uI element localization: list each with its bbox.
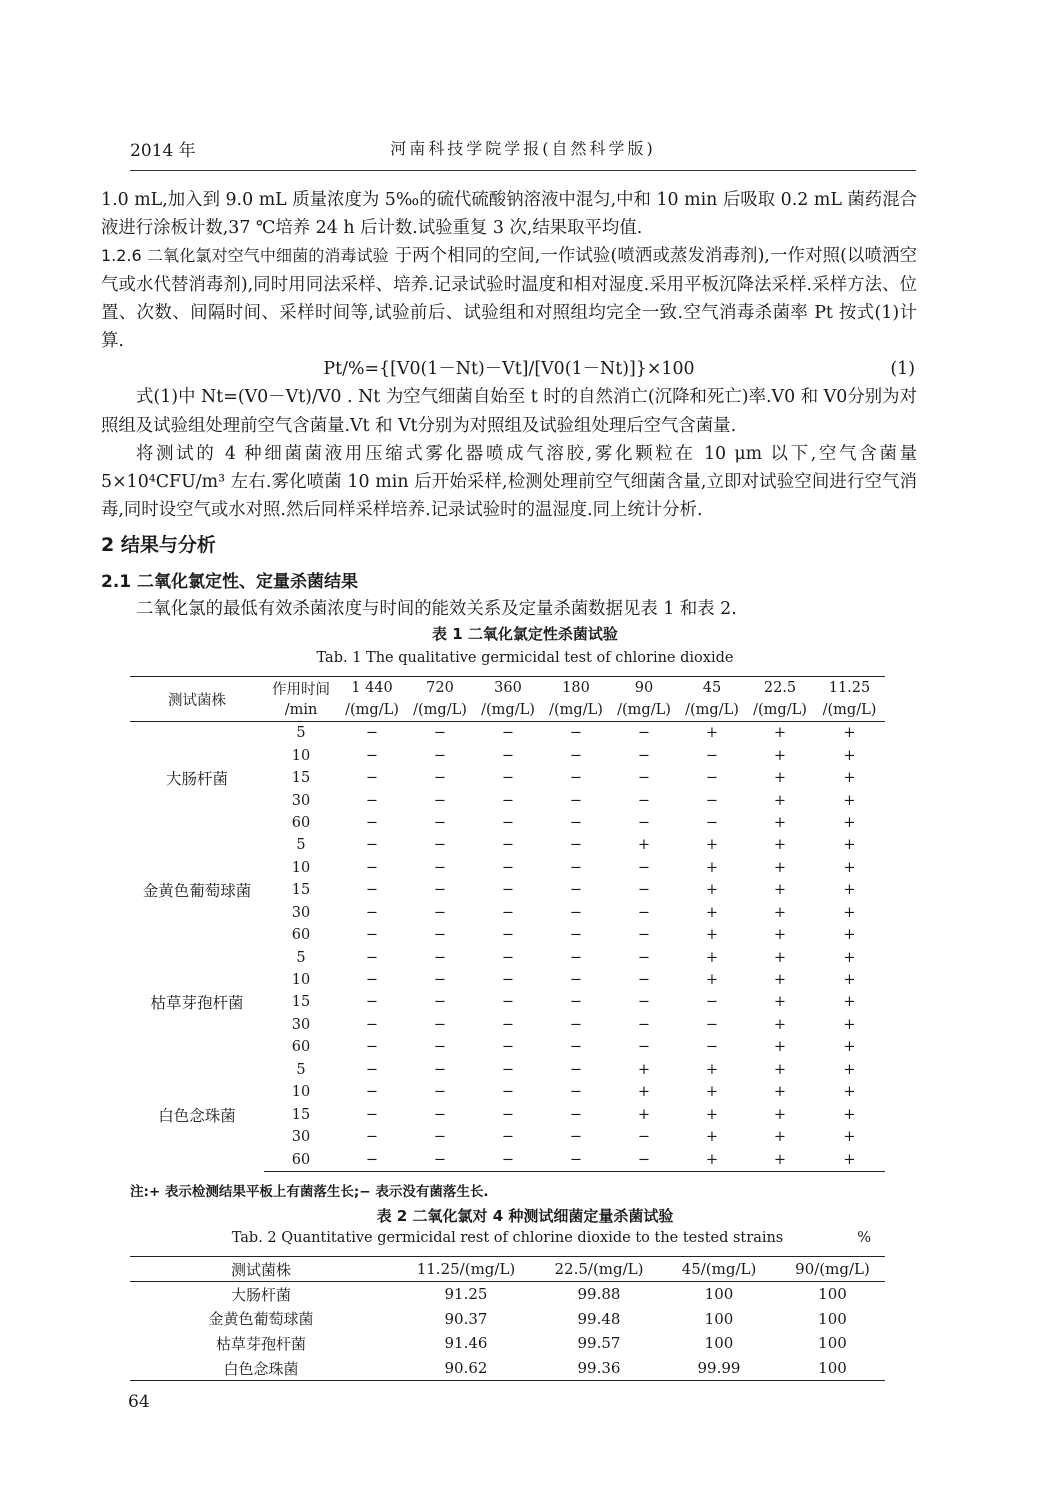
result-cell: − — [705, 1039, 719, 1056]
result-cell: + — [773, 859, 787, 876]
result-cell: + — [678, 1148, 746, 1171]
result-cell: − — [433, 882, 447, 899]
time-cell: 10 — [291, 859, 311, 876]
result-cell: − — [501, 904, 515, 921]
result-cell: + — [637, 1106, 651, 1123]
time-cell: 30 — [291, 904, 311, 921]
result-cell: − — [705, 1016, 719, 1033]
table-2-body — [130, 1282, 885, 1381]
strain-name-cell: 大肠杆菌 — [165, 770, 228, 789]
table-2-header-cell: 测试菌株 — [130, 1257, 392, 1282]
result-cell: − — [501, 1129, 515, 1146]
table-row — [130, 1331, 885, 1356]
result-cell: − — [569, 927, 583, 944]
result-cell: + — [773, 882, 787, 899]
rate-cell: 100 — [780, 1356, 885, 1381]
paragraph-2-text: 于两个相同的空间,一作试验(喷洒或蒸发消毒剂),一作对照(以喷洒空气或水代替消毒剂),同时用同法采样、培养.记录试验时温度和相对湿度.采用平板沉降法采样.采样方法、位置、次数、间隔时间、采样时间等,试验前后、试验组和对照组均完全一致.空气消毒杀菌率 Pt 按式(1)计算. — [101, 246, 917, 352]
rate-cell: 90.37 — [444, 1309, 488, 1328]
result-cell: − — [610, 1148, 678, 1171]
result-cell: + — [843, 904, 856, 921]
result-cell: + — [843, 792, 856, 809]
rate-cell: 91.25 — [444, 1285, 488, 1304]
result-cell: − — [569, 747, 583, 764]
table-1-caption-en: Tab. 1 The qualitative germicidal test of chlorine dioxide — [316, 650, 734, 666]
result-cell: − — [637, 994, 651, 1011]
result-cell: + — [773, 837, 787, 854]
paragraph-2 — [101, 242, 917, 355]
time-cell: 5 — [296, 949, 306, 966]
formula-text: Pt/%={[V0(1－Nt)－Vt]/[V0(1－Nt)]}×100 — [323, 359, 695, 380]
result-cell: − — [501, 1016, 515, 1033]
paragraph-4: 将测试的 4 种细菌菌液用压缩式雾化器喷成气溶胶,雾化颗粒在 10 μm 以下,空气含菌量 5×10⁴CFU/m³ 左右.雾化喷菌 10 min 后开始采样,检测处理前空气细菌含量,立即对试验空间进行空气消毒,同时设空气或水对照.然后同样采样培养.记录试验时的温湿度.同上统计分析. — [101, 443, 917, 521]
table-1-time-unit: /min — [284, 702, 318, 718]
result-cell: − — [569, 792, 583, 809]
result-cell: + — [773, 725, 787, 742]
result-cell: − — [705, 770, 719, 787]
result-cell: + — [637, 1084, 651, 1101]
result-cell: − — [637, 814, 651, 831]
result-cell: − — [365, 882, 379, 899]
time-cell: 60 — [291, 927, 311, 944]
subsection-1-2-6-heading: 1.2.6 二氧化氯对空气中细菌的消毒试验 — [101, 246, 389, 266]
result-cell: + — [773, 904, 787, 921]
result-cell: − — [637, 725, 651, 742]
result-cell: − — [501, 859, 515, 876]
result-cell: + — [843, 1084, 856, 1101]
rate-cell: 100 — [818, 1285, 847, 1304]
section-2-title: 2 结果与分析 — [101, 534, 216, 556]
result-cell: − — [433, 1016, 447, 1033]
result-cell: + — [843, 1106, 856, 1123]
table-2-caption-en: Tab. 2 Quantitative germicidal rest of chlorine dioxide to the tested strains — [231, 1230, 784, 1246]
result-cell: + — [637, 1061, 651, 1078]
rate-cell: 100 — [818, 1309, 847, 1328]
rate-cell: 100 — [704, 1285, 734, 1304]
section-2-1-intro: 二氧化氯的最低有效杀菌浓度与时间的能效关系及定量杀菌数据见表 1 和表 2. — [136, 599, 737, 619]
result-cell: − — [501, 725, 515, 742]
rate-cell: 91.46 — [444, 1334, 488, 1353]
table-2-caption-cn: 表 2 二氧化氯对 4 种测试细菌定量杀菌试验 — [376, 1207, 674, 1225]
result-cell: − — [501, 1039, 515, 1056]
result-cell: − — [365, 972, 379, 989]
header-journal: 河南科技学院学报(自然科学版) — [390, 139, 656, 158]
result-cell: + — [843, 747, 856, 764]
time-cell: 5 — [296, 725, 306, 742]
body-text — [101, 186, 917, 524]
conc-unit: /(mg/L) — [413, 702, 467, 718]
result-cell: − — [365, 927, 379, 944]
time-cell: 15 — [291, 770, 311, 787]
result-cell: − — [637, 1039, 651, 1056]
result-cell: − — [705, 814, 719, 831]
result-cell: + — [843, 949, 856, 966]
result-cell: + — [705, 1129, 719, 1146]
conc-unit: /(mg/L) — [345, 702, 399, 718]
result-cell: + — [843, 1061, 856, 1078]
rate-cell: 90.62 — [392, 1356, 540, 1381]
result-cell: + — [843, 927, 856, 944]
result-cell: − — [365, 1061, 379, 1078]
result-cell: − — [365, 747, 379, 764]
time-cell: 15 — [291, 882, 311, 899]
result-cell: − — [433, 927, 447, 944]
conc-header: 11.25 — [828, 680, 871, 696]
rate-cell: 99.48 — [577, 1309, 621, 1328]
header-year: 2014 年 — [130, 141, 196, 161]
result-cell: − — [705, 747, 719, 764]
table-1 — [130, 676, 885, 1172]
formula-number: (1) — [890, 359, 915, 380]
table-row — [130, 1356, 885, 1381]
result-cell: − — [501, 747, 515, 764]
table-row — [130, 1059, 885, 1081]
result-cell: − — [433, 1061, 447, 1078]
time-cell: 60 — [264, 1148, 338, 1171]
result-cell: − — [569, 1061, 583, 1078]
time-cell: 30 — [291, 1129, 311, 1146]
result-cell: − — [569, 1016, 583, 1033]
result-cell: − — [637, 747, 651, 764]
result-cell: − — [365, 949, 379, 966]
result-cell: + — [705, 1106, 719, 1123]
result-cell: − — [637, 927, 651, 944]
result-cell: − — [501, 1084, 515, 1101]
result-cell: − — [569, 904, 583, 921]
result-cell: + — [843, 882, 856, 899]
rate-cell: 99.57 — [577, 1334, 621, 1353]
conc-unit: /(mg/L) — [549, 702, 603, 718]
formula-1 — [101, 355, 917, 383]
result-cell: + — [773, 747, 787, 764]
conc-unit: /(mg/L) — [753, 702, 807, 718]
result-cell: + — [773, 1061, 787, 1078]
result-cell: + — [773, 814, 787, 831]
time-cell: 60 — [291, 1039, 311, 1056]
result-cell: + — [773, 1084, 787, 1101]
result-cell: − — [365, 814, 379, 831]
table-2-unit-mark: % — [857, 1230, 871, 1246]
result-cell: − — [501, 792, 515, 809]
result-cell: + — [843, 1129, 856, 1146]
result-cell: + — [773, 1016, 787, 1033]
result-cell: − — [637, 972, 651, 989]
table-1-note: 注:+ 表示检测结果平板上有菌落生长;− 表示没有菌落生长. — [130, 1184, 489, 1200]
result-cell: + — [843, 1039, 856, 1056]
result-cell: + — [705, 725, 719, 742]
result-cell: − — [569, 1129, 583, 1146]
result-cell: − — [569, 1106, 583, 1123]
result-cell: + — [773, 770, 787, 787]
time-cell: 10 — [291, 972, 311, 989]
table-2 — [130, 1256, 885, 1381]
result-cell: − — [501, 1061, 515, 1078]
strain-name-cell: 金黄色葡萄球菌 — [208, 1310, 314, 1329]
result-cell: − — [365, 1084, 379, 1101]
result-cell: + — [843, 814, 856, 831]
result-cell: − — [501, 882, 515, 899]
result-cell: − — [406, 1148, 474, 1171]
table-2-header-cell: 11.25/(mg/L) — [392, 1257, 540, 1282]
result-cell: − — [365, 725, 379, 742]
result-cell: − — [705, 994, 719, 1011]
result-cell: − — [637, 792, 651, 809]
result-cell: − — [501, 972, 515, 989]
result-cell: − — [637, 904, 651, 921]
rate-cell: 99.99 — [658, 1356, 780, 1381]
table-1-header-row-1 — [130, 677, 885, 700]
time-cell: 10 — [291, 747, 311, 764]
paragraph-1: 1.0 mL,加入到 9.0 mL 质量浓度为 5‰的硫代硫酸钠溶液中混匀,中和 10 min 后吸取 0.2 mL 菌药混合液进行涂板计数,37 ℃培养 24 h 后计数.试验重复 3 次,结果取平均值. — [101, 190, 917, 239]
result-cell: + — [705, 837, 719, 854]
table-2-caption-en-line — [130, 1230, 885, 1246]
result-cell: − — [365, 792, 379, 809]
rate-cell: 100 — [704, 1334, 734, 1353]
result-cell: − — [705, 792, 719, 809]
result-cell: − — [569, 725, 583, 742]
conc-header: 90 — [634, 680, 654, 696]
result-cell: − — [365, 859, 379, 876]
result-cell: + — [773, 972, 787, 989]
result-cell: − — [433, 1084, 447, 1101]
result-cell: − — [474, 1148, 542, 1171]
result-cell: + — [773, 949, 787, 966]
result-cell: + — [705, 1084, 719, 1101]
result-cell: + — [843, 972, 856, 989]
result-cell: − — [433, 770, 447, 787]
result-cell: − — [365, 1016, 379, 1033]
table-1-time-header: 作用时间 — [272, 681, 330, 698]
table-2-header-row — [130, 1257, 885, 1282]
paragraph-3: 式(1)中 Nt=(V0－Vt)/V0 . Nt 为空气细菌自始至 t 时的自然消亡(沉降和死亡)率.V0 和 V0分别为对照组及试验组处理前空气含菌量.Vt 和 Vt分别为对照组及试验组处理后空气含菌量. — [101, 387, 917, 436]
conc-unit: /(mg/L) — [481, 702, 535, 718]
result-cell: − — [569, 814, 583, 831]
result-cell: − — [501, 837, 515, 854]
table-row — [130, 834, 885, 856]
strain-name-cell: 白色念珠菌 — [130, 1356, 392, 1381]
result-cell: − — [365, 837, 379, 854]
conc-header: 180 — [562, 680, 590, 696]
strain-name-cell: 白色念珠菌 — [158, 1106, 236, 1125]
conc-header: 360 — [494, 680, 522, 696]
result-cell: − — [569, 837, 583, 854]
result-cell: + — [705, 972, 719, 989]
result-cell: − — [637, 859, 651, 876]
time-cell: 60 — [291, 814, 311, 831]
conc-unit: /(mg/L) — [822, 702, 877, 718]
result-cell: + — [843, 837, 856, 854]
result-cell: + — [773, 927, 787, 944]
result-cell: − — [338, 1148, 406, 1171]
time-cell: 10 — [291, 1084, 311, 1101]
conc-header: 720 — [426, 680, 454, 696]
result-cell: − — [569, 1084, 583, 1101]
result-cell: + — [773, 1039, 787, 1056]
result-cell: − — [433, 949, 447, 966]
running-header — [130, 136, 916, 171]
result-cell: + — [705, 904, 719, 921]
result-cell: + — [773, 1106, 787, 1123]
result-cell: − — [569, 949, 583, 966]
result-cell: − — [637, 949, 651, 966]
result-cell: + — [705, 927, 719, 944]
result-cell: + — [773, 994, 787, 1011]
result-cell: − — [433, 814, 447, 831]
result-cell: + — [843, 1016, 856, 1033]
result-cell: − — [433, 1039, 447, 1056]
strain-name-cell: 金黄色葡萄球菌 — [142, 882, 252, 901]
result-cell: + — [814, 1148, 885, 1171]
result-cell: + — [746, 1148, 814, 1171]
table-2-header-cell: 45/(mg/L) — [658, 1257, 780, 1282]
result-cell: − — [433, 1106, 447, 1123]
section-2-1-title: 2.1 二氧化氯定性、定量杀菌结果 — [101, 572, 359, 592]
result-cell: + — [705, 882, 719, 899]
time-cell: 15 — [291, 1106, 311, 1123]
result-cell: − — [433, 904, 447, 921]
result-cell: + — [705, 1061, 719, 1078]
result-cell: − — [637, 1016, 651, 1033]
conc-header: 22.5 — [763, 680, 797, 696]
table-2-header-cell: 90/(mg/L) — [780, 1257, 885, 1282]
result-cell: − — [365, 1106, 379, 1123]
rate-cell: 99.88 — [577, 1285, 621, 1304]
result-cell: + — [843, 725, 856, 742]
conc-unit: /(mg/L) — [685, 702, 739, 718]
strain-name-cell: 枯草芽孢杆菌 — [150, 994, 244, 1013]
table-row — [130, 1282, 885, 1307]
table-row — [130, 722, 885, 745]
result-cell: − — [433, 1129, 447, 1146]
conc-header: 1 440 — [351, 680, 393, 696]
time-cell: 5 — [296, 837, 306, 854]
time-cell: 30 — [291, 792, 311, 809]
time-cell: 15 — [291, 994, 311, 1011]
result-cell: − — [433, 725, 447, 742]
result-cell: − — [365, 994, 379, 1011]
conc-header: 45 — [702, 680, 722, 696]
result-cell: − — [365, 1129, 379, 1146]
result-cell: − — [433, 792, 447, 809]
result-cell: − — [637, 770, 651, 787]
result-cell: − — [501, 770, 515, 787]
result-cell: − — [365, 770, 379, 787]
result-cell: − — [433, 747, 447, 764]
rate-cell: 99.36 — [540, 1356, 658, 1381]
result-cell: + — [773, 1129, 787, 1146]
strain-name-cell: 大肠杆菌 — [230, 1285, 291, 1304]
result-cell: − — [365, 1039, 379, 1056]
result-cell: − — [501, 1106, 515, 1123]
result-cell: − — [433, 859, 447, 876]
result-cell: − — [569, 1039, 583, 1056]
table-2-header-cell: 22.5/(mg/L) — [540, 1257, 658, 1282]
result-cell: − — [569, 770, 583, 787]
result-cell: − — [637, 1129, 651, 1146]
table-1-caption-cn: 表 1 二氧化氯定性杀菌试验 — [432, 625, 618, 643]
result-cell: − — [501, 814, 515, 831]
strain-name-cell: 枯草芽孢杆菌 — [215, 1334, 306, 1353]
table-1-strain-header: 测试菌株 — [168, 692, 226, 709]
rate-cell: 100 — [704, 1309, 734, 1328]
result-cell: − — [542, 1148, 610, 1171]
result-cell: + — [843, 859, 856, 876]
result-cell: − — [501, 994, 515, 1011]
result-cell: + — [705, 859, 719, 876]
result-cell: − — [365, 904, 379, 921]
result-cell: + — [637, 837, 651, 854]
result-cell: − — [637, 882, 651, 899]
result-cell: − — [433, 994, 447, 1011]
result-cell: − — [569, 994, 583, 1011]
result-cell: − — [569, 882, 583, 899]
result-cell: − — [501, 927, 515, 944]
rate-cell: 100 — [818, 1334, 847, 1353]
result-cell: − — [433, 972, 447, 989]
time-cell: 30 — [291, 1016, 311, 1033]
result-cell: + — [843, 994, 856, 1011]
conc-unit: /(mg/L) — [617, 702, 671, 718]
result-cell: + — [705, 949, 719, 966]
table-row — [130, 1307, 885, 1332]
table-row — [130, 946, 885, 968]
time-cell: 5 — [296, 1061, 306, 1078]
result-cell: + — [843, 770, 856, 787]
page-number: 64 — [128, 1392, 150, 1412]
result-cell: − — [569, 972, 583, 989]
result-cell: − — [501, 949, 515, 966]
result-cell: − — [433, 837, 447, 854]
table-1-body — [130, 722, 885, 1172]
result-cell: + — [773, 792, 787, 809]
result-cell: − — [569, 859, 583, 876]
